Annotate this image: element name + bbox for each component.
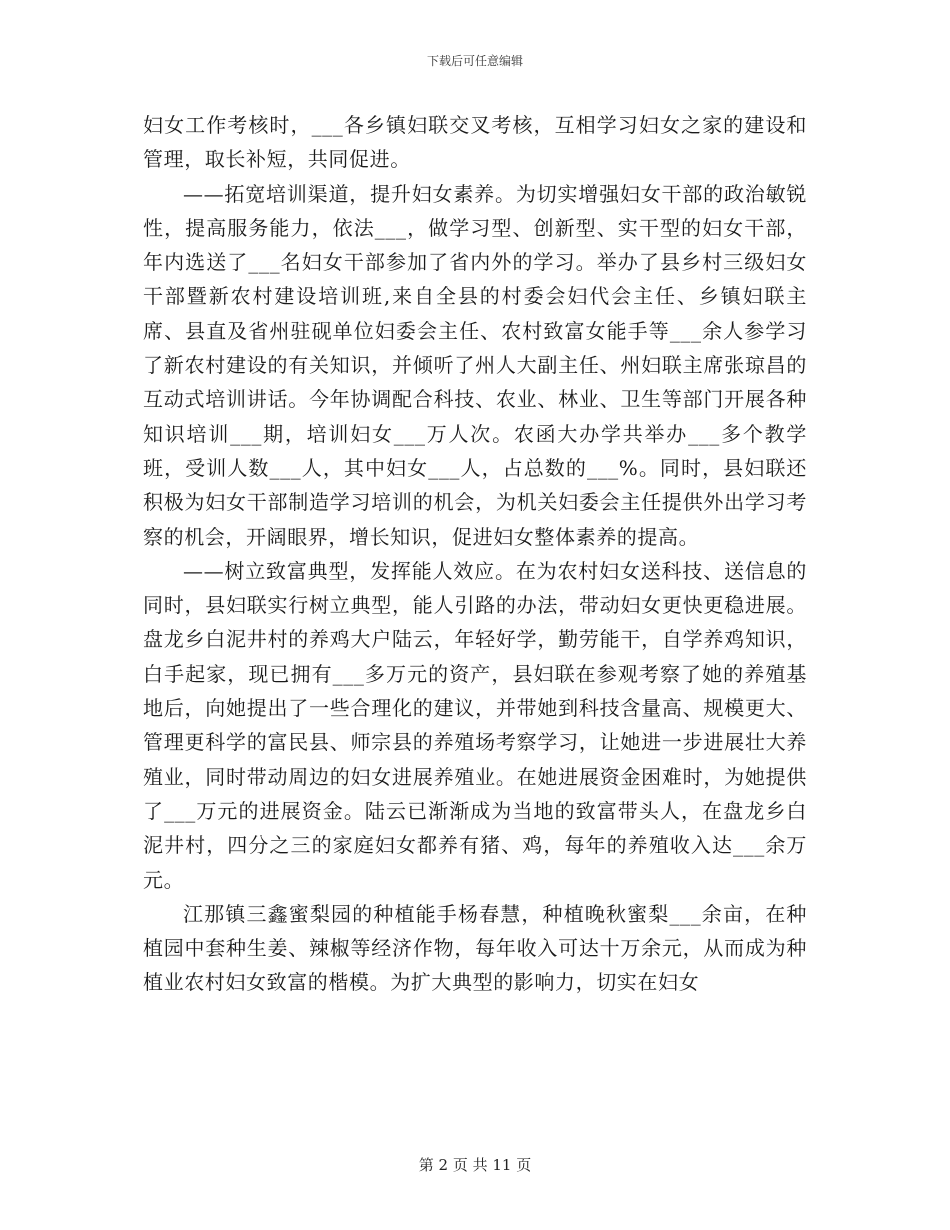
page-number: 第 2 页 共 11 页	[418, 1156, 532, 1174]
paragraph-1: 妇女工作考核时，___各乡镇妇联交叉考核，互相学习妇女之家的建设和管理，取长补短，共同促进。	[143, 113, 807, 172]
paragraph-4: 江那镇三鑫蜜梨园的种植能手杨春慧，种植晚秋蜜梨___余亩，在种植园中套种生姜、辣椒等经济作物，每年收入可达十万余元，从而成为种植业农村妇女致富的楷模。为扩大典型的影响力，切实在妇女	[143, 901, 807, 995]
document-body	[143, 108, 807, 1000]
paragraph-2: ——拓宽培训渠道，提升妇女素养。为切实增强妇女干部的政治敏锐性，提高服务能力，依法___，做学习型、创新型、实干型的妇女干部，年内选送了___名妇女干部参加了省内外的学习。举办了县乡村三级妇女干部暨新农村建设培训班,来自全县的村委会妇代会主任、乡镇妇联主席、县直及省州驻砚单位妇委会主任、农村致富女能手等___余人参学习了新农村建设的有关知识，并倾听了州人大副主任、州妇联主席张琼昌的互动式培训讲话。今年协调配合科技、农业、林业、卫生等部门开展各种知识培训___期，培训妇女___万人次。农函大办学共举办___多个教学班，受训人数___人，其中妇女___人，占总数的___%。同时，县妇联还积极为妇女干部制造学习培训的机会，为机关妇委会主任提供外出学习考察的机会，开阔眼界，增长知识，促进妇女整体素养的提高。	[143, 181, 807, 549]
page-header-note: 下载后可任意编辑	[426, 54, 523, 68]
paragraph-3: ——树立致富典型，发挥能人效应。在为农村妇女送科技、送信息的同时，县妇联实行树立典型，能人引路的办法，带动妇女更快更稳进展。盘龙乡白泥井村的养鸡大户陆云，年轻好学，勤劳能干，自学养鸡知识，白手起家，现已拥有___多万元的资产，县妇联在参观考察了她的养殖基地后，向她提出了一些合理化的建议，并带她到科技含量高、规模更大、管理更科学的富民县、师宗县的养殖场考察学习，让她进一步进展壮大养殖业，同时带动周边的妇女进展养殖业。在她进展资金困难时，为她提供了___万元的进展资金。陆云已渐渐成为当地的致富带头人，在盘龙乡白泥井村，四分之三的家庭妇女都养有猪、鸡，每年的养殖收入达___余万元。	[143, 558, 807, 892]
